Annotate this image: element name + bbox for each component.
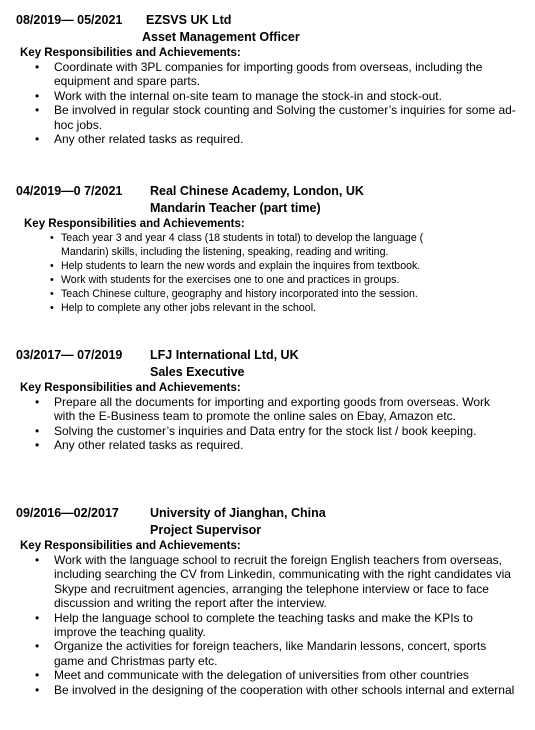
- responsibilities-list: [14, 553, 515, 697]
- responsibilities-list: [14, 60, 519, 146]
- list-item: • Coordinate with 3PL companies for importing goods from overseas, including the equipment and spare parts.: [35, 60, 483, 89]
- responsibilities-heading: Key Responsibilities and Achievements:: [20, 540, 241, 552]
- job-entry-jianghan: [14, 505, 519, 697]
- job-dates: 03/2017— 07/2019: [16, 348, 123, 362]
- list-item: • Any other related tasks as required.: [35, 438, 244, 453]
- list-item: • Be involved in regular stock counting and Solving the customer’s inquiries for some ad-hoc jobs.: [35, 103, 516, 132]
- list-item: • Be involved in the designing of the cooperation with other schools internal and external: [35, 682, 515, 697]
- job-title: Asset Management Officer: [142, 30, 300, 44]
- list-item: • Help the language school to complete the teaching tasks and make the KPIs to improve the teaching quality.: [35, 610, 473, 640]
- list-item: • Any other related tasks as required.: [35, 132, 244, 147]
- list-item: • Work with the language school to recruit the foreign English teachers from overseas, including searching the CV from Linkedin, communicating with the right candidates via Skype and recruitment agencies, arranging the telephone interview or face to face discussion and writing the report after the interview.: [35, 553, 511, 611]
- list-item: • Work with the internal on-site team to manage the stock-in and stock-out.: [35, 88, 442, 103]
- job-title-row: [14, 200, 519, 217]
- job-title: Sales Executive: [150, 365, 245, 379]
- job-company: LFJ International Ltd, UK: [150, 348, 299, 362]
- list-item: • Prepare all the documents for importing and exporting goods from overseas. Work with the E-Business team to promote the online sales on Ebay, Amazon etc.: [35, 395, 490, 424]
- responsibilities-list: [14, 231, 459, 315]
- list-item: • Teach year 3 and year 4 class (18 students in total) to develop the language ( Mandarin) skills, including the listening, speaking, reading and writing.: [50, 232, 424, 258]
- list-item: • Help students to learn the new words and explain the inquires from textbook.: [50, 260, 421, 272]
- job-title-row: [14, 364, 519, 381]
- list-item: • Meet and communicate with the delegation of universities from other countries: [35, 668, 469, 683]
- responsibilities-heading: Key Responsibilities and Achievements:: [20, 382, 241, 394]
- list-item: • Organize the activities for foreign teachers, like Mandarin lessons, concert, sports game and Christmas party etc.: [35, 639, 487, 668]
- job-title-row: [14, 522, 519, 539]
- job-company: EZSVS UK Ltd: [146, 13, 232, 27]
- job-title-row: [14, 29, 519, 46]
- job-title: Project Supervisor: [150, 523, 262, 537]
- job-dates: 09/2016—02/2017: [16, 506, 119, 520]
- job-title: Mandarin Teacher (part time): [150, 201, 321, 215]
- list-item: • Solving the customer’s inquiries and Data entry for the stock list / book keeping.: [35, 423, 477, 438]
- responsibilities-list: [14, 395, 509, 453]
- job-header: [14, 505, 519, 522]
- job-company: Real Chinese Academy, London, UK: [150, 184, 364, 198]
- job-dates: 04/2019—0 7/2021: [16, 184, 123, 198]
- job-header: [14, 347, 519, 364]
- job-dates: 08/2019— 05/2021: [16, 13, 123, 27]
- list-item: • Teach Chinese culture, geography and history incorporated into the session.: [50, 288, 418, 300]
- job-header: [14, 12, 519, 29]
- job-company: University of Jianghan, China: [150, 506, 326, 520]
- list-item: • Work with students for the exercises one to one and practices in groups.: [50, 274, 400, 286]
- job-entry-lfj: [14, 347, 519, 453]
- job-header: [14, 183, 519, 200]
- job-entry-real-chinese-academy: [14, 183, 519, 315]
- list-item: • Help to complete any other jobs relevant in the school.: [50, 302, 316, 314]
- responsibilities-heading: Key Responsibilities and Achievements:: [20, 47, 241, 59]
- responsibilities-heading: Key Responsibilities and Achievements:: [24, 218, 245, 230]
- job-entry-ezsvs: [14, 12, 519, 146]
